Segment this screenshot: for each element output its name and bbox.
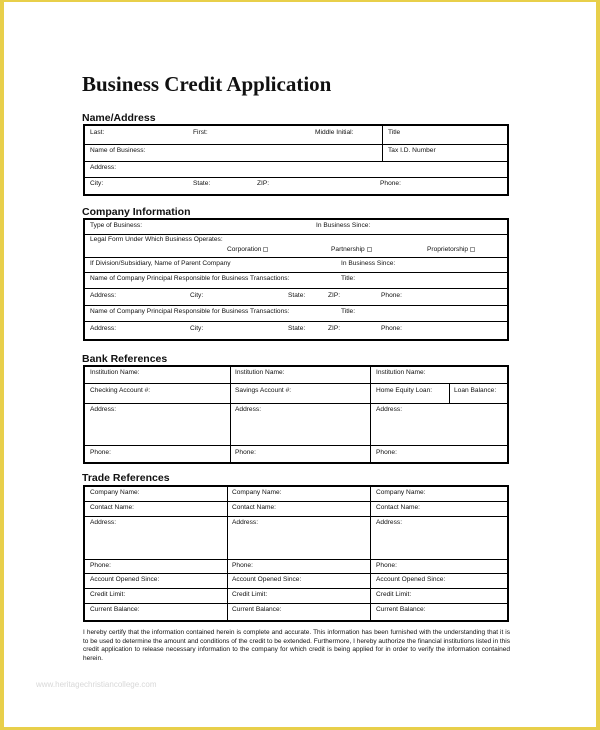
trade3-credit-limit-field[interactable]: Credit Limit: xyxy=(376,591,412,598)
corporation-checkbox[interactable] xyxy=(263,247,268,252)
principal-state-field-2[interactable]: State: xyxy=(288,325,306,332)
section-heading-company: Company Information xyxy=(82,206,191,218)
principal-row-1 xyxy=(85,273,507,289)
divider xyxy=(382,145,383,161)
partnership-checkbox[interactable] xyxy=(367,247,372,252)
trade2-balance-field[interactable]: Current Balance: xyxy=(232,606,282,613)
bank3-institution-field[interactable]: Institution Name: xyxy=(376,369,426,376)
divider xyxy=(382,126,383,144)
principal-row-2 xyxy=(85,306,507,322)
trade1-address-field[interactable]: Address: xyxy=(90,519,117,526)
page-border-left xyxy=(0,0,4,730)
bank2-address-field[interactable]: Address: xyxy=(235,406,262,413)
bank2-institution-field[interactable]: Institution Name: xyxy=(235,369,285,376)
section-heading-bank: Bank References xyxy=(82,353,168,365)
phone-field[interactable]: Phone: xyxy=(380,180,401,187)
trade-contact-row xyxy=(85,502,507,517)
address-field[interactable]: Address: xyxy=(90,164,117,171)
corporation-label: Corporation xyxy=(227,246,262,253)
principal-address-field[interactable]: Address: xyxy=(90,292,117,299)
bank1-phone-field[interactable]: Phone: xyxy=(90,449,111,456)
principal-zip-field-2[interactable]: ZIP: xyxy=(328,325,341,332)
section-heading-name-address: Name/Address xyxy=(82,112,156,124)
page-border-right xyxy=(596,0,600,730)
name-row xyxy=(85,126,507,145)
page-title: Business Credit Application xyxy=(82,72,332,96)
principal-title-field[interactable]: Title: xyxy=(341,275,356,282)
trade1-balance-field[interactable]: Current Balance: xyxy=(90,606,140,613)
principal-address-row-1 xyxy=(85,289,507,306)
state-field[interactable]: State: xyxy=(193,180,211,187)
bank1-address-field[interactable]: Address: xyxy=(90,406,117,413)
trade1-credit-limit-field[interactable]: Credit Limit: xyxy=(90,591,126,598)
trade3-balance-field[interactable]: Current Balance: xyxy=(376,606,426,613)
principal-city-field-2[interactable]: City: xyxy=(190,325,204,332)
bank-table xyxy=(83,365,509,464)
page-border-top xyxy=(0,0,600,2)
trade1-opened-field[interactable]: Account Opened Since: xyxy=(90,576,160,583)
trade-credit-limit-row xyxy=(85,589,507,604)
watermark: www.heritagechristiancollege.com xyxy=(36,680,157,689)
principal-name-field-2[interactable]: Name of Company Principal Responsible for Business Transactions: xyxy=(90,308,290,315)
trade2-phone-field[interactable]: Phone: xyxy=(232,562,253,569)
trade2-address-field[interactable]: Address: xyxy=(232,519,259,526)
title-field[interactable]: Title xyxy=(388,129,401,136)
business-type-row xyxy=(85,220,507,235)
principal-state-field[interactable]: State: xyxy=(288,292,306,299)
trade-opened-row xyxy=(85,574,507,589)
principal-title-field-2[interactable]: Title: xyxy=(341,308,356,315)
trade1-phone-field[interactable]: Phone: xyxy=(90,562,111,569)
bank-address-row xyxy=(85,404,507,446)
corporation-option[interactable] xyxy=(227,247,268,254)
trade3-opened-field[interactable]: Account Opened Since: xyxy=(376,576,446,583)
proprietorship-label: Proprietorship xyxy=(427,246,469,253)
trade-balance-row xyxy=(85,604,507,620)
savings-account-field[interactable]: Savings Account #: xyxy=(235,387,292,394)
principal-address-row-2 xyxy=(85,322,507,339)
first-name-field[interactable]: First: xyxy=(193,129,208,136)
partnership-option[interactable] xyxy=(331,247,372,254)
zip-field[interactable]: ZIP: xyxy=(257,180,270,187)
account-row xyxy=(85,384,507,404)
partnership-label: Partnership xyxy=(331,246,365,253)
principal-phone-field-2[interactable]: Phone: xyxy=(381,325,402,332)
principal-name-field[interactable]: Name of Company Principal Responsible for Business Transactions: xyxy=(90,275,290,282)
principal-zip-field[interactable]: ZIP: xyxy=(328,292,341,299)
trade-phone-row xyxy=(85,560,507,574)
proprietorship-checkbox[interactable] xyxy=(470,247,475,252)
type-of-business-field[interactable]: Type of Business: xyxy=(90,222,143,229)
trade3-contact-field[interactable]: Contact Name: xyxy=(376,504,420,511)
last-name-field[interactable]: Last: xyxy=(90,129,105,136)
middle-initial-field[interactable]: Middle Initial: xyxy=(315,129,354,136)
trade2-opened-field[interactable]: Account Opened Since: xyxy=(232,576,302,583)
trade-table xyxy=(83,485,509,622)
bank3-address-field[interactable]: Address: xyxy=(376,406,403,413)
address-row xyxy=(85,162,507,178)
certification-statement: I hereby certify that the information contained herein is complete and accurate. This information has been furnished with the understanding that it is to be used to determine the amount and conditions of the credit to be extended. Furthermore, I hereby authorize the financial institutions listed in this credit application to release necessary information to the company for which credit is being applied for in order to verify the information contained herein. xyxy=(83,629,510,662)
proprietorship-option[interactable] xyxy=(427,247,475,254)
trade-address-row xyxy=(85,517,507,560)
principal-address-field-2[interactable]: Address: xyxy=(90,325,117,332)
company-table xyxy=(83,218,509,341)
bank2-phone-field[interactable]: Phone: xyxy=(235,449,256,456)
bank3-phone-field[interactable]: Phone: xyxy=(376,449,397,456)
trade3-address-field[interactable]: Address: xyxy=(376,519,403,526)
city-row xyxy=(85,178,507,194)
legal-form-label: Legal Form Under Which Business Operates: xyxy=(90,236,223,243)
trade1-company-field[interactable]: Company Name: xyxy=(90,489,140,496)
division-in-business-since-field[interactable]: In Business Since: xyxy=(341,260,396,267)
trade3-company-field[interactable]: Company Name: xyxy=(376,489,426,496)
trade1-contact-field[interactable]: Contact Name: xyxy=(90,504,134,511)
section-heading-trade: Trade References xyxy=(82,472,170,484)
home-equity-loan-field[interactable]: Home Equity Loan: xyxy=(376,387,433,394)
business-name-field[interactable]: Name of Business: xyxy=(90,147,146,154)
trade-company-row xyxy=(85,487,507,502)
checking-account-field[interactable]: Checking Account #: xyxy=(90,387,151,394)
bank-phone-row xyxy=(85,446,507,462)
division-row xyxy=(85,258,507,273)
bank1-institution-field[interactable]: Institution Name: xyxy=(90,369,140,376)
city-field[interactable]: City: xyxy=(90,180,104,187)
principal-phone-field[interactable]: Phone: xyxy=(381,292,402,299)
principal-city-field[interactable]: City: xyxy=(190,292,204,299)
loan-balance-field[interactable]: Loan Balance: xyxy=(454,387,497,394)
business-name-row xyxy=(85,145,507,162)
tax-id-field[interactable]: Tax I.D. Number xyxy=(388,147,436,154)
trade3-phone-field[interactable]: Phone: xyxy=(376,562,397,569)
name-address-table xyxy=(83,124,509,196)
parent-company-field[interactable]: If Division/Subsidiary, Name of Parent Company xyxy=(90,260,231,267)
trade2-credit-limit-field[interactable]: Credit Limit: xyxy=(232,591,268,598)
divider xyxy=(449,384,450,403)
trade2-contact-field[interactable]: Contact Name: xyxy=(232,504,276,511)
trade2-company-field[interactable]: Company Name: xyxy=(232,489,282,496)
in-business-since-field[interactable]: In Business Since: xyxy=(316,222,371,229)
institution-row xyxy=(85,367,507,384)
legal-form-row xyxy=(85,235,507,258)
